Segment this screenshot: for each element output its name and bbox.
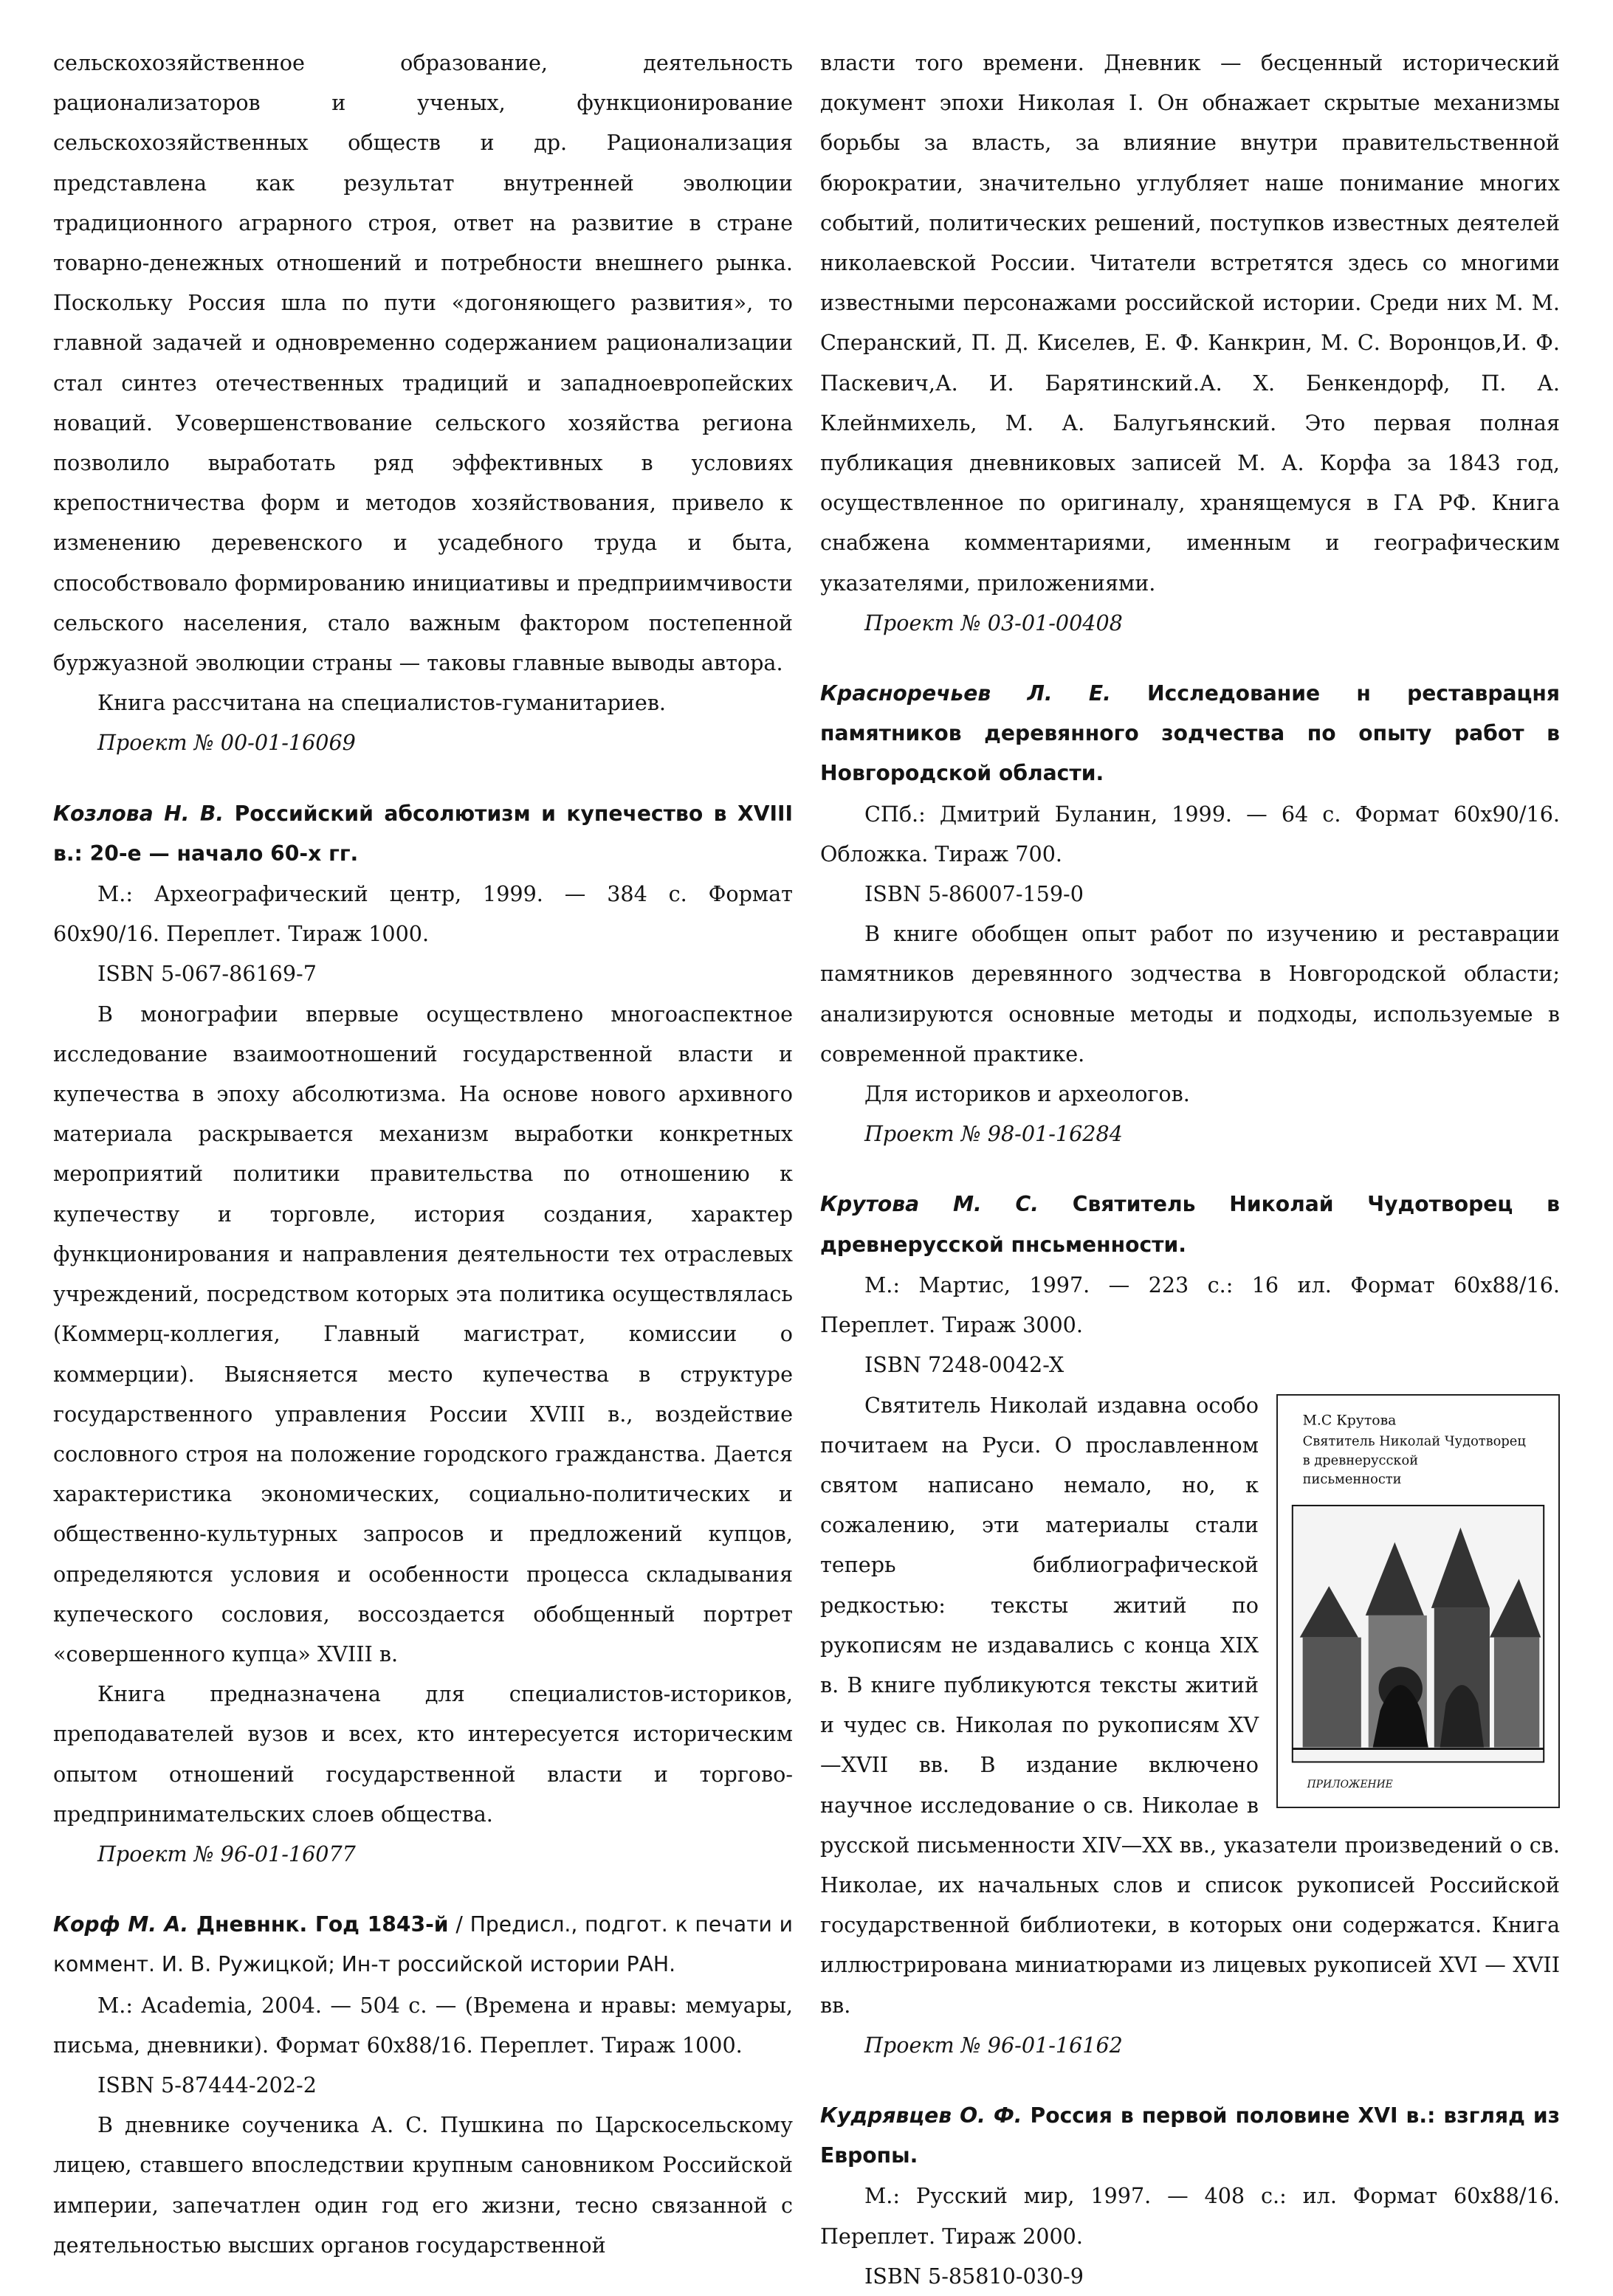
entry-imprint: СПб.: Дмитрий Буланин, 1999. — 64 с. Формат 60x90/16. Обложка. Тираж 700. [820, 801, 1560, 866]
entry-isbn: ISBN 5-86007-159-0 [864, 881, 1084, 907]
right-column [820, 43, 1560, 2296]
entry-annotation: В монографии впервые осуществлено многоаспектное исследование взаимоотношений государственной власти и купечества в эпоху абсолютизма. На основе нового архивного материала раскрывается механизм выработки конкретных мероприятий политики правительства по отношению к купечеству и торговле, история создания, характер функционирования и направления деятельности тех отраслевых учреждений, посредством которых эта политика осуществлялась (Коммерц-коллегия, Главный магистрат, комиссии о коммерции). Выясняется место купечества в структуре государственного управления России XVIII в., воздействие сословного строя на положение городского гражданства. Дается характеристика экономических, социально-политических и общественно-культурных запросов и предложений купцов, определяются условия и особенности процесса складывания купеческого сословия, воссоздается обобщенный портрет «совершенного купца» XVIII в. [53, 1001, 793, 1666]
entry-title: Исследование н реставрацня памятников деревянного зодчества по опыту работ в Новгородской области. [820, 681, 1560, 786]
project-number: Проект № 03-01-00408 [864, 610, 1123, 635]
entry-annotation: сельскохозяйственное образование, деятельность рационализаторов и ученых, функционирование сельскохозяйственных обществ и др. Рационализация представлена как результат внутренней эволюции традиционного аграрного строя, ответ на развитие в стране товарно-денежных отношений и потребности внешнего рынка. Поскольку Россия шла по пути «догоняющего развития», то главной задачей и одновременно содержанием рационализации стал синтез отечественных традиций и западноевропейских новаций. Усовершенствование сельского хозяйства региона позволило выработать ряд эффективных в условиях крепостничества форм и методов хозяйствования, привело к изменению деревенского и усадебного труда и быта, способствовало формированию инициативы и предприимчивости сельского населения, стало важным фактором постепенной буржуазной эволюции страны — таковы главные выводы автора. [53, 50, 793, 676]
cover-title-line: в древнерусской [1302, 1452, 1419, 1468]
entry-heading [53, 1905, 793, 1985]
entry-author: Крутова М. С. [820, 1192, 1039, 1217]
entry-annotation: Для историков и археологов. [864, 1081, 1190, 1107]
entry-isbn: ISBN 7248-0042-X [864, 1352, 1065, 1378]
entry-title: Российский абсолютизм и купечество в XVIII в.: 20-е — начало 60-х гг. [53, 801, 793, 866]
tower-shape [1494, 1637, 1539, 1747]
cover-title-line: письменности [1302, 1471, 1402, 1487]
entry-isbn: ISBN 5-067-86169-7 [97, 961, 317, 987]
entry-imprint: М.: Русский мир, 1997. — 408 с.: ил. Формат 60x88/16. Переплет. Тираж 2000. [820, 2183, 1560, 2249]
cover-title-line: Святитель Николай Чудотворец [1302, 1433, 1526, 1449]
book-cover-image [1276, 1394, 1560, 1808]
entry-author: Козлова Н. В. [53, 801, 224, 826]
bibliography-entry [820, 1185, 1560, 2064]
entry-title: Святитель Николай Чудотворец в древнерусской пнсьменности. [820, 1192, 1560, 1257]
project-number: Проект № 98-01-16284 [864, 1121, 1123, 1147]
entry-heading [820, 674, 1560, 794]
cover-illustration [1278, 1396, 1558, 1807]
entry-imprint: М.: Археографический центр, 1999. — 384 с. Формат 60x90/16. Переплет. Тираж 1000. [53, 881, 793, 947]
bibliography-entry [820, 674, 1560, 1154]
entry-heading [820, 2096, 1560, 2176]
bibliography-entry [820, 2096, 1560, 2296]
cover-author: М.С Крутова [1302, 1413, 1397, 1429]
entry-author: Корф М. А. [53, 1912, 189, 1937]
left-column [53, 43, 793, 2265]
entry-title-extra: / Предисл., подгот. к печати и коммент. И. В. Ружицкой; Ин-т российской истории РАН. [53, 1912, 793, 1977]
entry-author: Кудрявцев О. Ф. [820, 2103, 1022, 2128]
entry-annotation: В книге обобщен опыт работ по изучению и реставрации памятников деревянного зодчества в Новгородской области; анализируются основные методы и подходы, используемые в современной практике. [820, 921, 1560, 1066]
entry-isbn: ISBN 5-87444-202-2 [97, 2072, 317, 2097]
entry-imprint: М.: Мартис, 1997. — 223 с.: 16 ил. Формат 60x88/16. Переплет. Тираж 3000. [820, 1272, 1560, 1338]
tower-shape [1303, 1637, 1361, 1747]
entry-title: Дневннк. Год 1843-й [196, 1912, 449, 1937]
entry-heading [820, 1185, 1560, 1264]
project-number: Проект № 96-01-16077 [97, 1841, 356, 1866]
entry-continuation [820, 43, 1560, 643]
entry-annotation: Святитель Николай издавна особо почитаем на Руси. О прославленном святом написано немало, но, к сожалению, эти материалы стали теперь библиографической редкостью: тексты житий по рукописям не издавались с конца XIX в. В книге публикуются тексты житий и чудес св. Николая по рукописям XV—XVII вв. В издание включено научное исследование о св. Николае в русской письменности XIV—XX вв., указатели произведений о св. Николае, их начальных слов и список рукописей Российской государственной библиотеки, в которых они содержатся. Книга иллюстрирована миниатюрами из лицевых рукописей XVI — XVII вв. [820, 1392, 1560, 2018]
bibliography-entry [53, 794, 793, 1874]
entry-imprint: М.: Academia, 2004. — 504 с. — (Времена и нравы: мемуары, письма, дневники). Формат 60x88/16. Переплет. Тираж 1000. [53, 1992, 793, 2058]
project-number: Проект № 00-01-16069 [97, 730, 356, 756]
entry-annotation: В дневнике соученика А. С. Пушкина по Царскосельскому лицею, ставшего впоследствии крупным сановником Российской империи, запечатлен один год его жизни, тесно связанной с деятельностью высших органов государственной [53, 2112, 793, 2258]
entry-isbn: ISBN 5-85810-030-9 [864, 2263, 1084, 2289]
project-number: Проект № 96-01-16162 [864, 2032, 1123, 2058]
bibliography-entry [53, 1905, 793, 2265]
cover-footer-inscription: ПРИЛОЖЕНИЕ [1307, 1778, 1393, 1790]
entry-continuation [53, 43, 793, 763]
entry-annotation: власти того времени. Дневник — бесценный исторический документ эпохи Николая I. Он обнажает скрытые механизмы борьбы за власть, за влияние внутри правительственной бюрократии, значительно углубляет наше понимание многих событий, политических решений, поступков известных деятелей николаевской России. Читатели встретятся здесь со многими известными персонажами российской истории. Среди них М. М. Сперанский, П. Д. Киселев, Е. Ф. Канкрин, М. С. Воронцов,И. Ф. Паскевич,А. И. Барятинский.А. Х. Бенкендорф, П. А. Клейнмихель, М. А. Балугьянский. Это первая полная публикация дневниковых записей М. А. Корфа за 1843 год, осуществленное по оригиналу, хранящемуся в ГА РФ. Книга снабжена комментариями, именным и географическим указателями, приложениями. [820, 50, 1560, 596]
entry-annotation: Книга рассчитана на специалистов-гуманитариев. [97, 690, 667, 716]
entry-annotation: Книга предназначена для специалистов-историков, преподавателей вузов и всех, кто интересуется историческим опытом отношений государственной власти и торгово-предпринимательских слоев общества. [53, 1681, 793, 1827]
entry-author: Красноречьев Л. Е. [820, 681, 1111, 706]
entry-title: Россия в первой половине XVI в.: взгляд из Европы. [820, 2103, 1560, 2168]
entry-heading [53, 794, 793, 874]
